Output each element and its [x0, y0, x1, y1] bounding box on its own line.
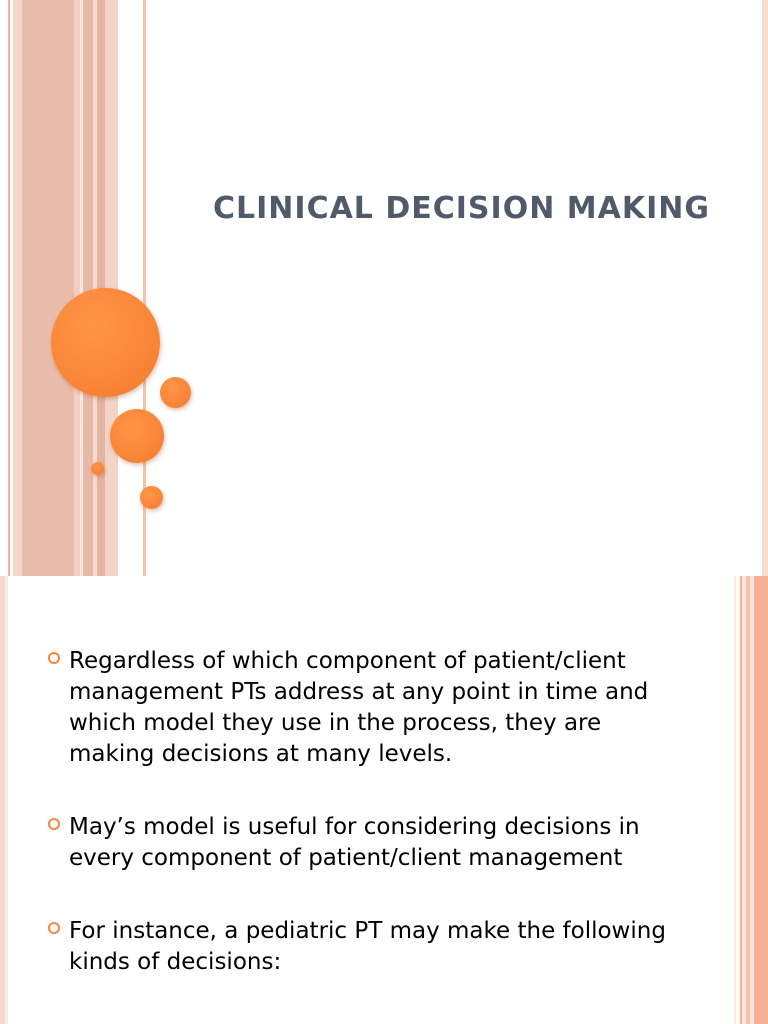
bullet-text: For instance, a pediatric PT may make the following kinds of decisions:	[69, 918, 666, 975]
content-slide	[0, 576, 768, 1024]
decorative-circle-small	[160, 377, 191, 408]
bullet-text: Regardless of which component of patient/client management PTs address at any point in time and which model they use in the process, they are making decisions at many levels.	[69, 648, 649, 767]
decorative-circle-medium	[110, 409, 164, 463]
decorative-circle-small	[140, 486, 163, 509]
slide-title: CLINICAL DECISION MAKING	[213, 191, 710, 226]
bullet-item	[48, 646, 668, 770]
bullet-item	[48, 812, 668, 874]
bullet-list	[48, 646, 668, 1020]
decorative-circle-tiny	[91, 462, 104, 475]
decorative-circle-large	[51, 288, 160, 397]
ring-bullet-icon	[48, 922, 60, 934]
bullet-text: May’s model is useful for considering decisions in every component of patient/client management	[69, 814, 640, 871]
ring-bullet-icon	[48, 818, 60, 830]
ring-bullet-icon	[48, 652, 60, 664]
bullet-item	[48, 916, 668, 978]
